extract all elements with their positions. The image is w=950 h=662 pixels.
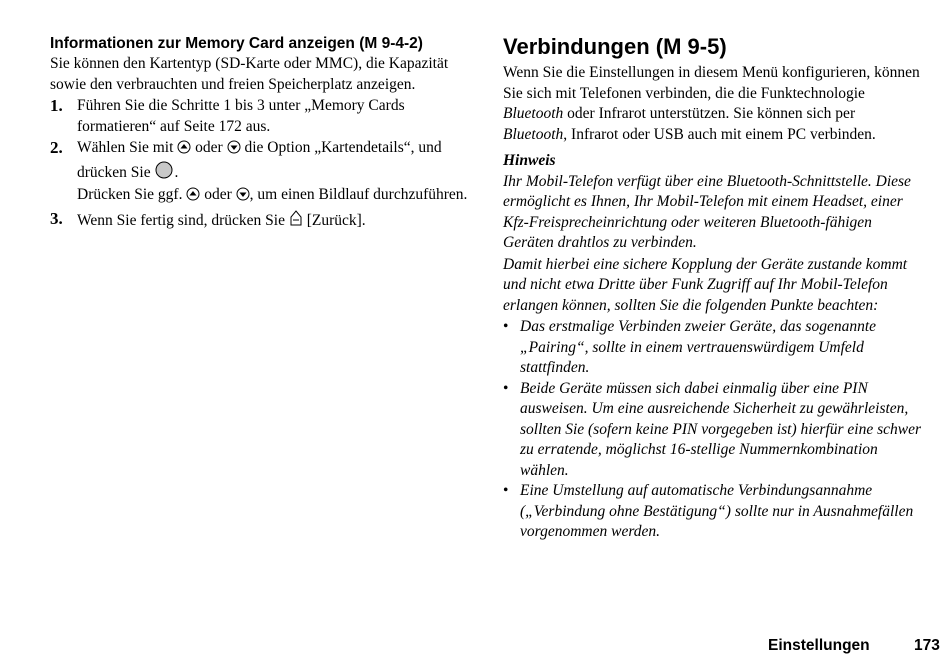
step-text [77,138,470,208]
step-3 [50,209,470,234]
step-text-part: oder [195,139,223,156]
center-key-icon [154,161,174,186]
step-text: Führen Sie die Schritte 1 bis 3 unter „Memory Cards formatieren“ auf Seite 172 aus. [77,97,405,135]
step-text-part: . [174,163,179,181]
step-text-part: oder [204,186,232,203]
nav-up-key-icon [177,140,191,161]
bullet-icon: • [503,318,509,335]
list-item-text: Beide Geräte müssen sich dabei einmalig über eine PIN ausweisen. Um eine ausreichende Sicherheit zu gewährleisten, sollten Sie (sofern keine PIN vorgegeben ist) hierfür eine schwer zu erratende, möglichst 16-stellige Nummernkombination wählen. [520,379,922,479]
list-item [503,379,923,482]
footer-section-name: Einstellungen [768,637,870,654]
intro-text: , Infrarot oder USB auch mit einem PC verbinden. [563,125,876,143]
intro-term: Bluetooth [503,125,564,143]
bullet-icon: • [503,379,509,397]
step-text [77,209,470,234]
step-text-part: Drücken Sie ggf. [77,186,183,203]
hint-paragraph: Damit hierbei eine sichere Kopplung der Geräte zustande kommt und nicht etwa Dritte über Funk Zugriff auf Ihr Mobil-Telefon erlangen können, sollten Sie die folgenden Punkte beachten: [503,255,908,314]
intro-term: Bluetooth [503,105,564,122]
hint-bullet-list [503,317,923,543]
hint-title: Hinweis [503,152,556,169]
section-intro [503,63,923,145]
step-2 [50,138,470,208]
list-item [503,317,923,379]
section-heading [50,34,470,54]
section-heading-ref: (M 9-4-2) [359,35,423,52]
bullet-icon: • [503,482,509,499]
list-item-text: Das erstmalige Verbinden zweier Geräte, das sogenannte „Pairing“, sollte in einem vertrauenswürdigem Umfeld stattfinden. [520,318,877,376]
step-number: 2. [50,138,63,157]
step-text-part: Wenn Sie fertig sind, drücken Sie [77,211,285,229]
step-text-part: Wählen Sie mit [77,139,174,156]
left-column [50,34,470,233]
section-intro: Sie können den Kartentyp (SD-Karte oder MMC), die Kapazität sowie den verbrauchten und freien Speicherplatz anzeigen. [50,55,449,93]
back-softkey-icon [289,209,303,234]
page-number: 173 [914,637,940,654]
right-column [503,34,923,543]
list-item-text: Eine Umstellung auf automatische Verbindungsannahme („Verbindung ohne Bestätigung“) sollte nur in Ausnahmefällen vorgenommen werden. [520,482,914,540]
hint-paragraph: Ihr Mobil-Telefon verfügt über eine Bluetooth-Schnittstelle. Diese ermöglicht es Ihnen, Ihr Mobil-Telefon mit einem Headset, einer Kfz-Freisprecheinrichtung oder weiteren Bluetooth-fähigen Geräten drahtlos zu verbinden. [503,172,911,251]
step-number: 1. [50,96,63,115]
step-1 [50,96,470,137]
step-text-part: [Zurück]. [306,211,366,229]
step-text-part: die Option „Kartendetails“, und drücken Sie [77,139,442,181]
nav-down-key-icon [236,187,250,208]
intro-text: Wenn Sie die Einstellungen in diesem Menü konfigurieren, können Sie sich mit Telefonen verbinden, die die Funktechnologie [503,64,920,102]
intro-text: oder Infrarot unterstützen. Sie können sich per [567,105,856,122]
list-item [503,481,923,543]
step-number: 3. [50,208,63,228]
page-title: Verbindungen (M 9-5) [503,34,727,59]
nav-up-key-icon [186,187,200,208]
section-heading-text: Informationen zur Memory Card anzeigen [50,35,355,52]
step-text-part: , um einen Bildlauf durchzuführen. [249,186,468,203]
nav-down-key-icon [227,140,241,161]
